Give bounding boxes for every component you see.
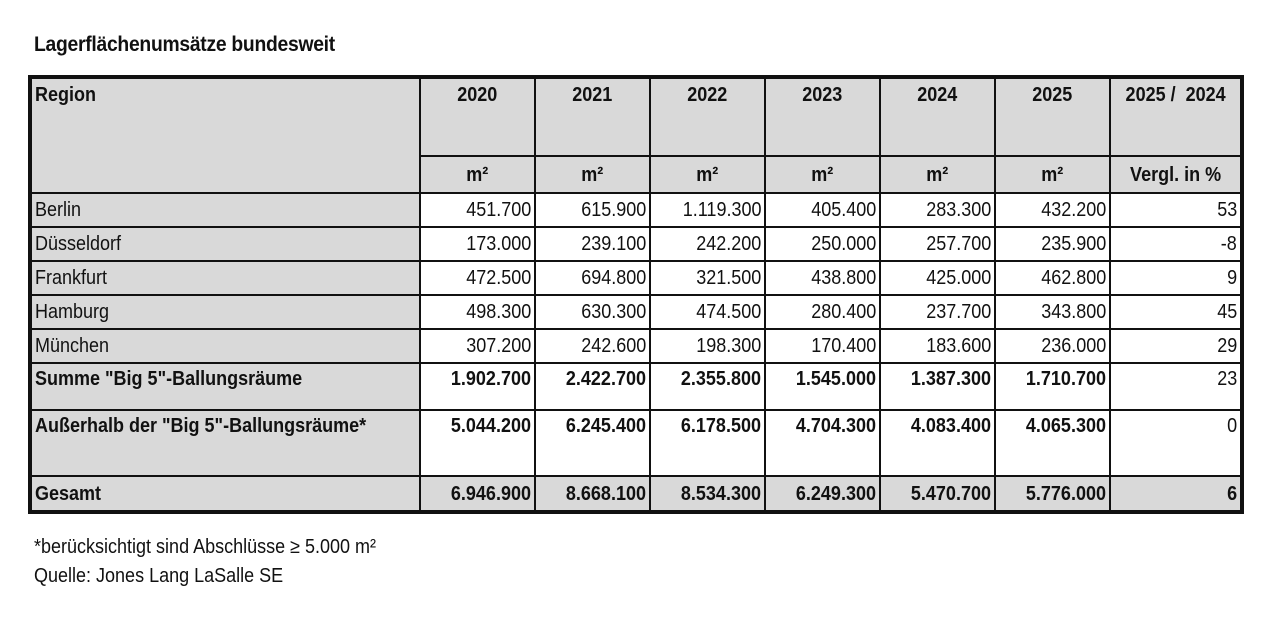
header-unit bbox=[650, 156, 765, 193]
value-text: 235.900 bbox=[1041, 233, 1107, 255]
value-cell bbox=[420, 295, 535, 329]
value-cell bbox=[535, 261, 650, 295]
region-cell bbox=[30, 329, 420, 363]
value-cell bbox=[420, 363, 535, 410]
region-label: Frankfurt bbox=[35, 267, 108, 289]
change-value: 23 bbox=[1216, 368, 1237, 390]
value-cell bbox=[535, 329, 650, 363]
header-year-label: 2023 bbox=[802, 84, 843, 106]
header-unit bbox=[420, 156, 535, 193]
value-text: 5.470.700 bbox=[911, 482, 992, 505]
value-text: 451.700 bbox=[465, 199, 532, 221]
value-cell bbox=[535, 363, 650, 410]
value-text: 472.500 bbox=[465, 267, 532, 289]
value-text: 1.387.300 bbox=[911, 368, 992, 390]
unit-label: m² bbox=[1041, 163, 1064, 186]
value-text: 5.044.200 bbox=[450, 415, 532, 437]
footnotes bbox=[34, 533, 376, 591]
value-text: 6.245.400 bbox=[565, 415, 647, 437]
unit-label: m² bbox=[926, 163, 949, 186]
value-text: 2.422.700 bbox=[565, 368, 647, 390]
value-text: 170.400 bbox=[811, 335, 877, 357]
region-cell bbox=[30, 476, 420, 512]
value-cell bbox=[995, 410, 1110, 476]
value-cell bbox=[765, 295, 880, 329]
value-text: 1.710.700 bbox=[1026, 368, 1107, 390]
region-cell bbox=[30, 410, 420, 476]
value-text: 237.700 bbox=[926, 301, 992, 323]
value-text: 405.400 bbox=[811, 199, 877, 221]
value-text: 280.400 bbox=[811, 301, 877, 323]
region-cell bbox=[30, 363, 420, 410]
value-cell bbox=[765, 193, 880, 227]
value-cell bbox=[995, 329, 1110, 363]
region-cell bbox=[30, 193, 420, 227]
value-cell bbox=[535, 295, 650, 329]
value-cell bbox=[650, 329, 765, 363]
header-year-label: 2025 bbox=[1032, 84, 1073, 106]
value-cell bbox=[650, 193, 765, 227]
value-cell bbox=[420, 193, 535, 227]
value-cell bbox=[765, 261, 880, 295]
value-cell bbox=[995, 227, 1110, 261]
value-text: 6.178.500 bbox=[681, 415, 762, 437]
header-year-label: 2022 bbox=[687, 84, 728, 106]
header-year-label: 2020 bbox=[457, 84, 498, 106]
unit-label: m² bbox=[581, 163, 604, 186]
value-cell bbox=[765, 227, 880, 261]
header-change bbox=[1110, 77, 1242, 156]
value-text: 1.545.000 bbox=[796, 368, 877, 390]
region-label: Summe "Big 5"-Ballungsräume bbox=[35, 368, 303, 390]
total-row bbox=[30, 476, 1242, 512]
header-region-label: Region bbox=[35, 84, 97, 106]
value-text: 343.800 bbox=[1041, 301, 1107, 323]
region-cell bbox=[30, 295, 420, 329]
value-text: 498.300 bbox=[465, 301, 532, 323]
value-cell bbox=[420, 410, 535, 476]
header-year bbox=[765, 77, 880, 156]
header-year bbox=[650, 77, 765, 156]
region-cell bbox=[30, 261, 420, 295]
value-cell bbox=[765, 363, 880, 410]
value-text: 4.083.400 bbox=[911, 415, 992, 437]
value-cell bbox=[535, 227, 650, 261]
value-cell bbox=[420, 329, 535, 363]
table-row bbox=[30, 295, 1242, 329]
region-label: Berlin bbox=[35, 199, 82, 221]
change-cell bbox=[1110, 193, 1242, 227]
value-cell bbox=[765, 329, 880, 363]
value-cell bbox=[650, 476, 765, 512]
header-unit bbox=[995, 156, 1110, 193]
header-unit bbox=[880, 156, 995, 193]
value-cell bbox=[880, 363, 995, 410]
value-cell bbox=[880, 329, 995, 363]
value-cell bbox=[880, 227, 995, 261]
value-cell bbox=[880, 193, 995, 227]
header-year bbox=[880, 77, 995, 156]
unit-label: m² bbox=[466, 163, 489, 186]
value-text: 198.300 bbox=[696, 335, 762, 357]
value-cell bbox=[765, 410, 880, 476]
value-text: 438.800 bbox=[811, 267, 877, 289]
value-text: 236.000 bbox=[1041, 335, 1107, 357]
value-cell bbox=[420, 476, 535, 512]
table-row bbox=[30, 227, 1242, 261]
value-text: 2.355.800 bbox=[681, 368, 762, 390]
value-cell bbox=[880, 410, 995, 476]
value-text: 283.300 bbox=[926, 199, 992, 221]
value-cell bbox=[880, 295, 995, 329]
change-value: 9 bbox=[1226, 267, 1237, 289]
value-text: 6.946.900 bbox=[450, 482, 532, 505]
header-row-years bbox=[30, 77, 1242, 156]
value-text: 615.900 bbox=[581, 199, 647, 221]
value-text: 474.500 bbox=[696, 301, 762, 323]
value-text: 242.600 bbox=[581, 335, 647, 357]
change-cell bbox=[1110, 227, 1242, 261]
change-cell bbox=[1110, 410, 1242, 476]
value-cell bbox=[650, 295, 765, 329]
value-cell bbox=[765, 476, 880, 512]
value-cell bbox=[650, 227, 765, 261]
outside-row bbox=[30, 410, 1242, 476]
change-value: 0 bbox=[1226, 415, 1237, 437]
value-text: 250.000 bbox=[811, 233, 877, 255]
value-text: 5.776.000 bbox=[1026, 482, 1107, 505]
value-cell bbox=[995, 193, 1110, 227]
change-value: 29 bbox=[1216, 335, 1237, 357]
header-year bbox=[995, 77, 1110, 156]
change-cell bbox=[1110, 476, 1242, 512]
change-unit-label: Vergl. in % bbox=[1130, 163, 1222, 186]
value-text: 321.500 bbox=[696, 267, 762, 289]
unit-label: m² bbox=[696, 163, 719, 186]
change-cell bbox=[1110, 363, 1242, 410]
value-text: 242.200 bbox=[696, 233, 762, 255]
header-unit bbox=[535, 156, 650, 193]
unit-label: m² bbox=[811, 163, 834, 186]
header-year bbox=[535, 77, 650, 156]
value-cell bbox=[995, 476, 1110, 512]
value-text: 239.100 bbox=[581, 233, 647, 255]
change-value: 53 bbox=[1216, 199, 1237, 221]
header-year-label: 2021 bbox=[572, 84, 613, 106]
header-change-unit bbox=[1110, 156, 1242, 193]
value-cell bbox=[880, 476, 995, 512]
header-year bbox=[420, 77, 535, 156]
change-cell bbox=[1110, 261, 1242, 295]
value-text: 6.249.300 bbox=[796, 482, 877, 505]
value-text: 425.000 bbox=[926, 267, 992, 289]
value-cell bbox=[995, 363, 1110, 410]
value-cell bbox=[420, 227, 535, 261]
value-text: 4.704.300 bbox=[796, 415, 877, 437]
value-text: 8.534.300 bbox=[681, 482, 762, 505]
change-value: 6 bbox=[1226, 482, 1237, 505]
region-label: Außerhalb der "Big 5"-Ballungsräume* bbox=[35, 415, 367, 437]
region-label: Hamburg bbox=[35, 301, 110, 323]
change-value: -8 bbox=[1220, 233, 1237, 255]
region-label: Gesamt bbox=[35, 482, 102, 505]
value-text: 8.668.100 bbox=[565, 482, 647, 505]
change-cell bbox=[1110, 295, 1242, 329]
region-label: Düsseldorf bbox=[35, 233, 122, 255]
table-row bbox=[30, 193, 1242, 227]
summary-row bbox=[30, 363, 1242, 410]
value-cell bbox=[995, 261, 1110, 295]
value-cell bbox=[535, 476, 650, 512]
value-cell bbox=[650, 363, 765, 410]
table-row bbox=[30, 329, 1242, 363]
value-text: 432.200 bbox=[1041, 199, 1107, 221]
footnote: *berücksichtigt sind Abschlüsse ≥ 5.000 m² bbox=[34, 536, 377, 558]
header-region bbox=[30, 77, 420, 193]
value-cell bbox=[535, 410, 650, 476]
value-text: 630.300 bbox=[581, 301, 647, 323]
warehouse-space-table bbox=[28, 75, 1244, 514]
value-cell bbox=[880, 261, 995, 295]
change-value: 45 bbox=[1216, 301, 1237, 323]
change-cell bbox=[1110, 329, 1242, 363]
value-text: 173.000 bbox=[465, 233, 532, 255]
value-text: 4.065.300 bbox=[1026, 415, 1107, 437]
source-note: Quelle: Jones Lang LaSalle SE bbox=[34, 565, 284, 587]
value-text: 307.200 bbox=[465, 335, 532, 357]
header-change-label: 2025 / 2024 bbox=[1125, 84, 1226, 106]
value-cell bbox=[995, 295, 1110, 329]
region-label: München bbox=[35, 335, 110, 357]
value-text: 183.600 bbox=[926, 335, 992, 357]
value-text: 257.700 bbox=[926, 233, 992, 255]
value-text: 694.800 bbox=[581, 267, 647, 289]
value-cell bbox=[420, 261, 535, 295]
header-year-label: 2024 bbox=[917, 84, 958, 106]
table-title: Lagerflächenumsätze bundesweit bbox=[34, 33, 335, 56]
value-cell bbox=[535, 193, 650, 227]
value-text: 1.119.300 bbox=[682, 199, 762, 221]
value-cell bbox=[650, 410, 765, 476]
value-text: 462.800 bbox=[1041, 267, 1107, 289]
table-row bbox=[30, 261, 1242, 295]
value-text: 1.902.700 bbox=[450, 368, 532, 390]
header-unit bbox=[765, 156, 880, 193]
region-cell bbox=[30, 227, 420, 261]
value-cell bbox=[650, 261, 765, 295]
